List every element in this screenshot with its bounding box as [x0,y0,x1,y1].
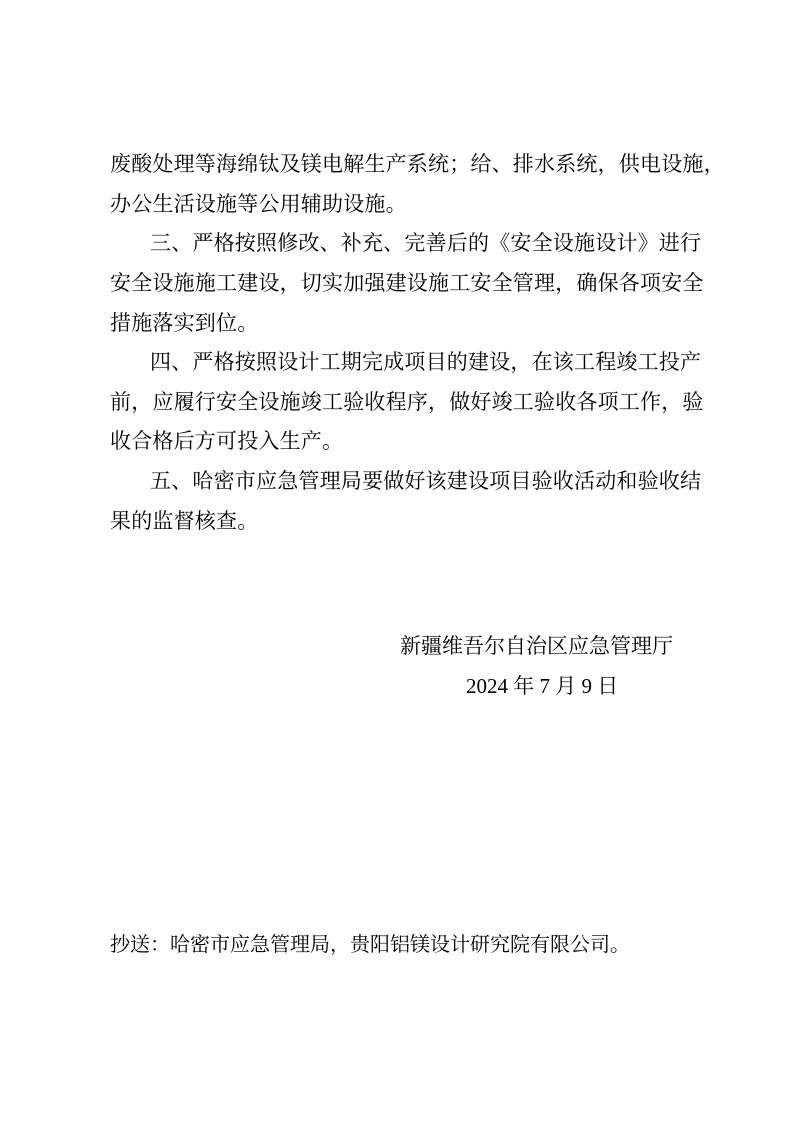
body-line: 收合格后方可投入生产。 [110,429,344,453]
body-line: 前，应履行安全设施竣工验收程序，做好竣工验收各项工作，验 [110,390,704,414]
cc-line: 抄送：哈密市应急管理局，贵阳铝镁设计研究院有限公司。 [110,932,630,956]
body-line: 措施落实到位。 [110,311,259,335]
paragraph-five-start: 五、哈密市应急管理局要做好该建设项目验收活动和验收结 [150,469,702,493]
paragraph-three-start: 三、严格按照修改、补充、完善后的《安全设施设计》进行 [150,231,702,255]
body-line: 废酸处理等海绵钛及镁电解生产系统；给、排水系统，供电设施， [110,152,725,176]
body-line: 安全设施施工建设，切实加强建设施工安全管理，确保各项安全 [110,271,704,295]
body-line: 果的监督核查。 [110,509,259,533]
paragraph-four-start: 四、严格按照设计工期完成项目的建设，在该工程竣工投产 [150,350,702,374]
signature-date: 2024 年 7 月 9 日 [466,674,619,698]
body-line: 办公生活设施等公用辅助设施。 [110,192,407,216]
signature-organization: 新疆维吾尔自治区应急管理厅 [400,634,673,658]
